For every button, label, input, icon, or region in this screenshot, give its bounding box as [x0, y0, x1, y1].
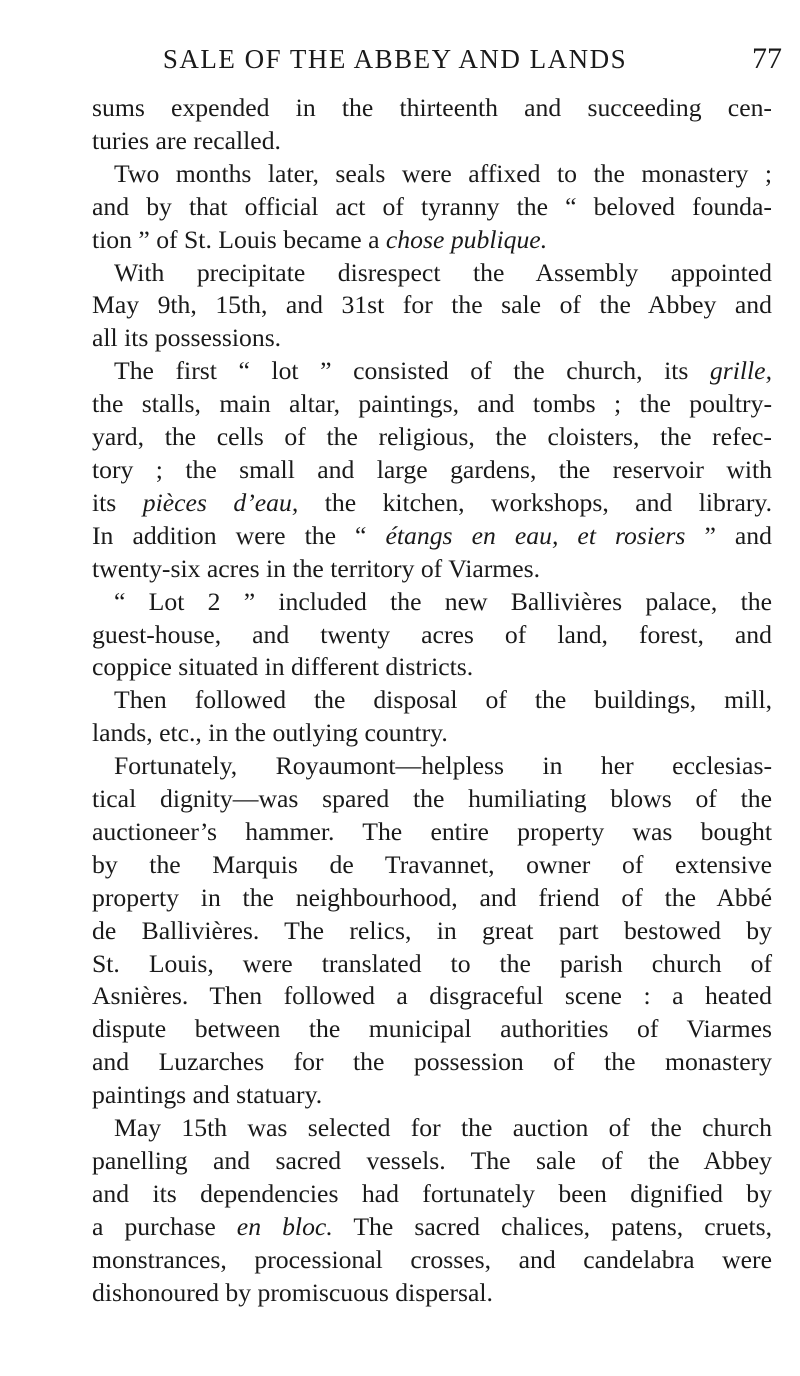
text-run: its [92, 487, 143, 517]
text-line [92, 487, 772, 520]
text-line [92, 1079, 772, 1112]
text-run: In addition were the “ [92, 520, 386, 550]
text-line [92, 1211, 772, 1244]
text-run: the stalls, main altar, paintings, and tombs ; the poultry- [92, 389, 772, 419]
text-run: Fortunately, Royaumont—helpless in her ecclesias- [114, 751, 772, 781]
text-line [92, 980, 772, 1013]
text-line [92, 92, 772, 125]
text-line [92, 1145, 772, 1178]
text-line [92, 651, 772, 684]
page-number: 77 [752, 42, 782, 75]
text-run: May 15th was selected for the auction of the church [114, 1113, 772, 1143]
text-run: by the Marquis de Travannet, owner of extensive [92, 849, 772, 879]
text-run: paintings and statuary. [92, 1080, 323, 1110]
text-run: With precipitate disrespect the Assembly appointed [114, 257, 772, 287]
running-head: SALE OF THE ABBEY AND LANDS [162, 44, 628, 74]
text-line [92, 1178, 772, 1211]
text-line [92, 948, 772, 981]
text-line [92, 421, 772, 454]
text-run: The first “ lot ” consisted of the church, its [114, 356, 710, 386]
text-line [92, 915, 772, 948]
text-line [92, 684, 772, 717]
text-run: “ Lot 2 ” included the new Ballivières palace, the [114, 586, 772, 616]
text-line [92, 322, 772, 355]
text-run: sums expended in the thirteenth and succeeding cen- [92, 93, 772, 122]
italic-text: étangs en eau, et rosiers [385, 520, 686, 550]
text-line [92, 125, 772, 158]
text-run: tical dignity—was spared the humiliating blows of the [92, 784, 772, 814]
text-run: turies are recalled. [92, 125, 281, 155]
text-run: panelling and sacred vessels. The sale of the Abbey [92, 1146, 772, 1175]
text-line [92, 1244, 772, 1277]
text-run: and Luzarches for the possession of the monastery [92, 1047, 772, 1077]
text-line [92, 388, 772, 421]
text-line [92, 289, 772, 322]
text-run: The sacred chalices, patens, cruets, [332, 1211, 773, 1241]
text-run: yard, the cells of the religious, the cloisters, the refec- [92, 422, 772, 452]
text-line [92, 783, 772, 816]
text-line [92, 1046, 772, 1079]
text-line [92, 257, 772, 290]
text-line [92, 1277, 772, 1310]
text-line [92, 586, 772, 619]
text-run: dishonoured by promiscuous dispersal. [92, 1277, 493, 1307]
text-run: lands, etc., in the outlying country. [92, 718, 448, 748]
text-run: property in the neighbourhood, and friend of the Abbé [92, 882, 772, 912]
text-run: guest-house, and twenty acres of land, forest, and [92, 619, 772, 649]
text-run: Asnières. Then followed a disgraceful scene : a heated [92, 981, 772, 1011]
text-line [92, 355, 772, 388]
text-run: tory ; the small and large gardens, the reservoir with [92, 454, 772, 484]
text-line [92, 750, 772, 783]
text-line [92, 717, 772, 750]
text-line [92, 553, 772, 586]
text-line [92, 1013, 772, 1046]
text-run: and its dependencies had fortunately been dignified by [92, 1178, 772, 1208]
text-run: de Ballivières. The relics, in great part bestowed by [92, 915, 772, 945]
text-run: Two months later, seals were affixed to the monastery ; [114, 158, 772, 188]
body-text [92, 92, 772, 1310]
text-run: ” and [685, 520, 772, 550]
text-line [92, 1112, 772, 1145]
text-line [92, 224, 772, 257]
italic-text: chose publique. [385, 224, 548, 254]
text-run: auctioneer’s hammer. The entire property was bought [92, 816, 772, 846]
text-line [92, 816, 772, 849]
italic-text: pièces d’eau, [142, 487, 299, 517]
text-run: coppice situated in different districts. [92, 652, 474, 682]
text-run: and by that official act of tyranny the “ beloved founda- [92, 191, 772, 221]
text-run: monstrances, processional crosses, and candelabra were [92, 1244, 772, 1274]
text-run: all its possessions. [92, 323, 282, 353]
text-run: Then followed the disposal of the buildings, mill, [114, 685, 772, 715]
text-line [92, 849, 772, 882]
text-run: dispute between the municipal authorities of Viarmes [92, 1014, 772, 1044]
text-run: tion ” of St. Louis became a [92, 224, 386, 254]
text-line [92, 158, 772, 191]
text-line [92, 619, 772, 652]
text-run: St. Louis, were translated to the parish church of [92, 948, 772, 978]
text-run: twenty-six acres in the territory of Viarmes. [92, 553, 541, 583]
text-line [92, 454, 772, 487]
italic-text: en bloc. [236, 1211, 333, 1241]
text-line [92, 520, 772, 553]
text-run: a purchase [92, 1211, 237, 1241]
text-run: the kitchen, workshops, and library. [298, 487, 772, 517]
text-line [92, 882, 772, 915]
text-line [92, 191, 772, 224]
italic-text: grille, [709, 356, 772, 386]
text-run: May 9th, 15th, and 31st for the sale of the Abbey and [92, 290, 772, 320]
